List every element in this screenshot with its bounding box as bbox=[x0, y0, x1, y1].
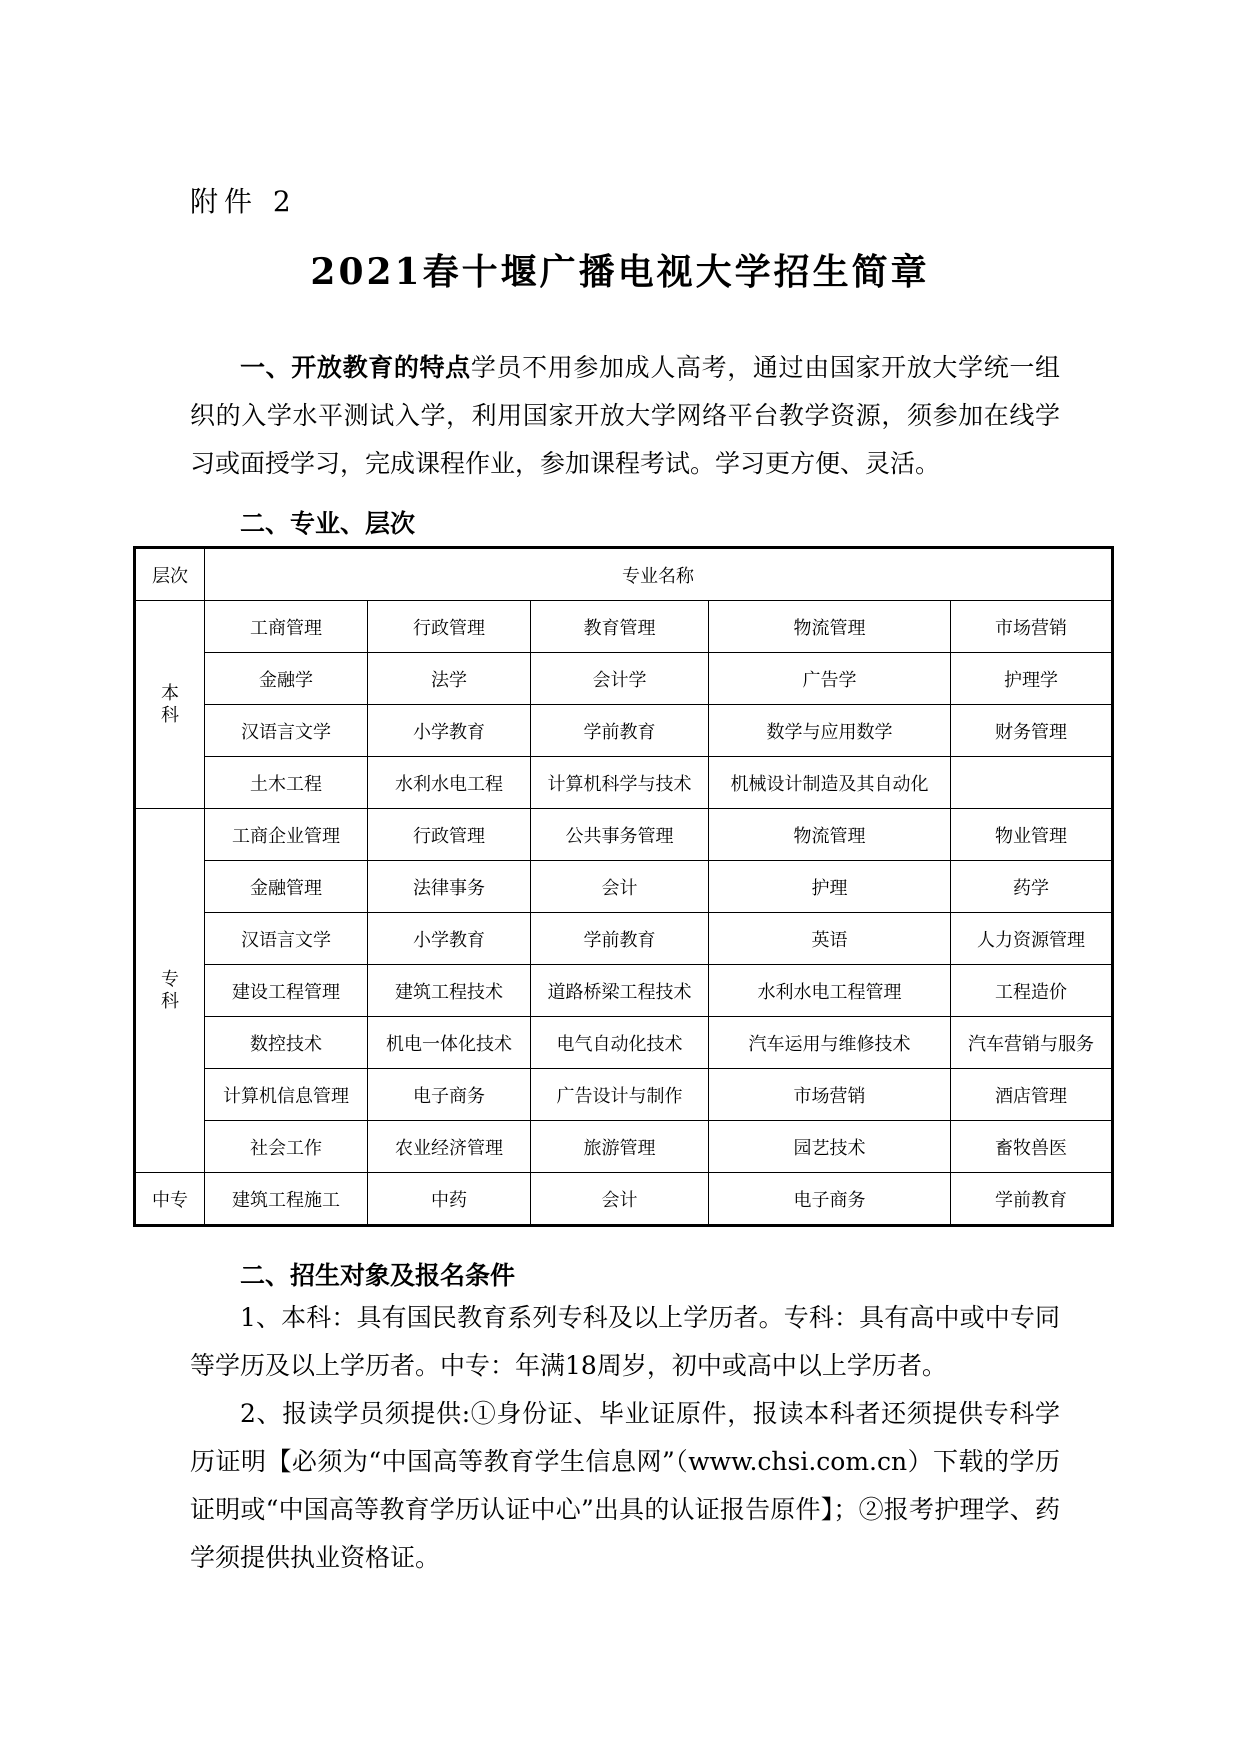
zhuanke-row bbox=[135, 1069, 1113, 1121]
header-level: 层次 bbox=[135, 548, 205, 601]
major-cell: 机械设计制造及其自动化 bbox=[709, 757, 951, 809]
major-cell: 汉语言文学 bbox=[205, 913, 368, 965]
benke-level-char-1: 本 bbox=[161, 682, 179, 704]
benke-row bbox=[135, 653, 1113, 705]
major-cell: 道路桥梁工程技术 bbox=[531, 965, 709, 1017]
major-cell: 金融管理 bbox=[205, 861, 368, 913]
major-cell: 水利水电工程管理 bbox=[709, 965, 951, 1017]
major-cell: 园艺技术 bbox=[709, 1121, 951, 1173]
major-cell: 法学 bbox=[368, 653, 531, 705]
major-cell: 药学 bbox=[951, 861, 1113, 913]
major-cell: 建筑工程施工 bbox=[205, 1173, 368, 1226]
major-cell: 工商企业管理 bbox=[205, 809, 368, 861]
zhuanke-level-char-2: 科 bbox=[161, 990, 179, 1012]
benke-level-char-2: 科 bbox=[161, 704, 179, 726]
header-major-name: 专业名称 bbox=[205, 548, 1113, 601]
zhuanke-row bbox=[135, 965, 1113, 1017]
zhuanke-row bbox=[135, 913, 1113, 965]
section1-body: 学员不用参加成人高考，通过由国家开放大学统一组织的入学水平测试入学，利用国家开放大学网络平台教学资源，须参加在线学习或面授学习，完成课程作业，参加课程考试。学习更方便、灵活。 bbox=[190, 353, 1060, 478]
majors-table bbox=[133, 546, 1114, 1227]
major-cell: 护理学 bbox=[951, 653, 1113, 705]
major-cell: 学前教育 bbox=[951, 1173, 1113, 1226]
benke-level-cell bbox=[135, 601, 205, 809]
major-cell: 行政管理 bbox=[368, 601, 531, 653]
major-cell: 金融学 bbox=[205, 653, 368, 705]
zhuanke-row bbox=[135, 809, 1113, 861]
benke-row bbox=[135, 757, 1113, 809]
major-cell: 广告学 bbox=[709, 653, 951, 705]
zhongzhuan-row bbox=[135, 1173, 1113, 1226]
major-cell: 会计 bbox=[531, 1173, 709, 1226]
major-cell: 中药 bbox=[368, 1173, 531, 1226]
section1-paragraph bbox=[190, 344, 1060, 488]
major-cell: 畜牧兽医 bbox=[951, 1121, 1113, 1173]
major-cell: 会计学 bbox=[531, 653, 709, 705]
major-cell: 汽车营销与服务 bbox=[951, 1017, 1113, 1069]
major-cell: 汉语言文学 bbox=[205, 705, 368, 757]
requirement-item-2: 2、报读学员须提供:①身份证、毕业证原件，报读本科者还须提供专科学历证明【必须为“中国高等教育学生信息网”（www.chsi.com.cn）下载的学历证明或“中国高等教育学历认证中心”出具的认证报告原件】；②报考护理学、药学须提供执业资格证。 bbox=[190, 1399, 1060, 1572]
major-cell: 行政管理 bbox=[368, 809, 531, 861]
major-cell: 财务管理 bbox=[951, 705, 1113, 757]
major-cell: 人力资源管理 bbox=[951, 913, 1113, 965]
major-cell: 护理 bbox=[709, 861, 951, 913]
major-cell: 数控技术 bbox=[205, 1017, 368, 1069]
major-cell: 小学教育 bbox=[368, 913, 531, 965]
major-cell: 电子商务 bbox=[709, 1173, 951, 1226]
major-cell: 法律事务 bbox=[368, 861, 531, 913]
major-cell: 酒店管理 bbox=[951, 1069, 1113, 1121]
zhuanke-row bbox=[135, 1017, 1113, 1069]
major-cell: 农业经济管理 bbox=[368, 1121, 531, 1173]
major-cell: 旅游管理 bbox=[531, 1121, 709, 1173]
major-cell: 小学教育 bbox=[368, 705, 531, 757]
major-cell: 水利水电工程 bbox=[368, 757, 531, 809]
major-cell: 公共事务管理 bbox=[531, 809, 709, 861]
benke-row bbox=[135, 601, 1113, 653]
major-cell: 建设工程管理 bbox=[205, 965, 368, 1017]
major-cell: 市场营销 bbox=[951, 601, 1113, 653]
major-cell: 土木工程 bbox=[205, 757, 368, 809]
major-cell: 英语 bbox=[709, 913, 951, 965]
major-cell: 建筑工程技术 bbox=[368, 965, 531, 1017]
major-cell: 物流管理 bbox=[709, 601, 951, 653]
zhuanke-level-char-1: 专 bbox=[161, 968, 179, 990]
section3-heading: 二、招生对象及报名条件 bbox=[240, 1261, 516, 1290]
major-cell: 教育管理 bbox=[531, 601, 709, 653]
major-cell: 工程造价 bbox=[951, 965, 1113, 1017]
major-cell: 电气自动化技术 bbox=[531, 1017, 709, 1069]
major-cell: 学前教育 bbox=[531, 913, 709, 965]
major-cell: 计算机科学与技术 bbox=[531, 757, 709, 809]
section2-heading: 二、专业、层次 bbox=[240, 509, 416, 538]
major-cell: 机电一体化技术 bbox=[368, 1017, 531, 1069]
major-cell bbox=[951, 757, 1113, 809]
major-cell: 广告设计与制作 bbox=[531, 1069, 709, 1121]
table-header-row bbox=[135, 548, 1113, 601]
zhuanke-row bbox=[135, 1121, 1113, 1173]
major-cell: 学前教育 bbox=[531, 705, 709, 757]
major-cell: 物流管理 bbox=[709, 809, 951, 861]
major-cell: 计算机信息管理 bbox=[205, 1069, 368, 1121]
benke-row bbox=[135, 705, 1113, 757]
attachment-label: 附件 2 bbox=[190, 185, 297, 218]
major-cell: 市场营销 bbox=[709, 1069, 951, 1121]
major-cell: 物业管理 bbox=[951, 809, 1113, 861]
major-cell: 工商管理 bbox=[205, 601, 368, 653]
major-cell: 汽车运用与维修技术 bbox=[709, 1017, 951, 1069]
zhuanke-row bbox=[135, 861, 1113, 913]
major-cell: 数学与应用数学 bbox=[709, 705, 951, 757]
major-cell: 会计 bbox=[531, 861, 709, 913]
zhuanke-level-cell bbox=[135, 809, 205, 1173]
section1-heading: 一、开放教育的特点 bbox=[240, 353, 471, 382]
major-cell: 电子商务 bbox=[368, 1069, 531, 1121]
major-cell: 社会工作 bbox=[205, 1121, 368, 1173]
requirement-item-1: 1、本科：具有国民教育系列专科及以上学历者。专科：具有高中或中专同等学历及以上学历者。中专：年满18周岁，初中或高中以上学历者。 bbox=[190, 1303, 1060, 1380]
page-title: 2021春十堰广播电视大学招生简章 bbox=[310, 251, 930, 293]
zhongzhuan-level-cell: 中专 bbox=[135, 1173, 205, 1226]
